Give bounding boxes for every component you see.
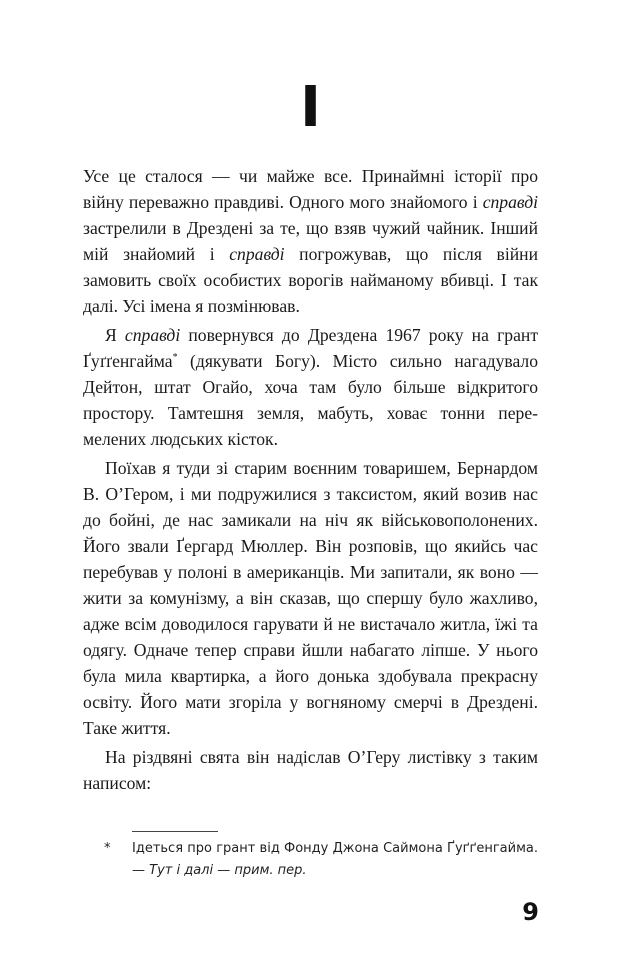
p2-emphasis-1: справді xyxy=(124,325,181,345)
paragraph-4: На різдвяні свята він надіслав О’Геру листівку з таким написом: xyxy=(83,747,538,793)
p2-text-2: повернувся до Дрездена 1967 року на грант Ґуґґенгайма xyxy=(83,325,539,371)
paragraph-3: Поїхав я туди зі старим воєнним товаришем, Бернардом В. О’Гером, і ми подружилися з таксистом, який возив нас до бойні, де нас замикали на ніч як військовополонених. Його звали Ґергард Мюллер. Він розповів, що якийсь час перебував у полоні в американців. Ми запитали, як воно — жити за комунізму, а він сказав, що спершу було жахливо, адже всім доводилося гарувати й не вистачало житла, їжі та одягу. Одначе тепер справи йшли набагато ліпше. У нього була мила квартирка, а його донька здобувала прекрасну освіту. Його мати згоріла у вогняному смерчі в Дрездені. Таке життя. xyxy=(83,458,538,738)
body-text xyxy=(83,163,538,796)
footnote-italic-1: Тут і далі xyxy=(149,863,214,878)
p2-text-1: Я xyxy=(105,325,125,345)
footnote-divider xyxy=(132,831,218,832)
footnote-italic-2: прим. пер. xyxy=(234,863,307,878)
p2-text-3: (дякувати Богу). Місто сильно нагадувало Дейтон, штат Огайо, хоча там було більше відкритого простору. Тамтешня земля, мабуть, ховає тонни перемелених людських кісток. xyxy=(83,351,538,449)
p1-text-1: Усе це сталося — чи майже все. Принаймні історії про війну переважно правдиві. Одного мого знайомого і xyxy=(83,166,538,212)
page-number: 9 xyxy=(522,898,539,926)
chapter-number: I xyxy=(300,75,321,140)
p1-text-3: погрожував, що після війни замовить своїх особистих ворогів найманому вбивці. І так далі. Усі імена я позмінював. xyxy=(83,244,538,316)
paragraph-2 xyxy=(83,322,538,452)
paragraph-1 xyxy=(83,163,538,319)
footnote-body xyxy=(132,838,538,882)
footnote-text: Ідеться про грант від Фонду Джона Саймона Ґуґґенгайма. — xyxy=(132,841,538,878)
footnote-reference[interactable]: * xyxy=(172,352,178,364)
p1-emphasis-1: справді xyxy=(482,192,538,212)
p1-text-2: застрелили в Дрездені за те, що взяв чужий чайник. Інший мій знайомий і xyxy=(83,218,538,264)
p1-emphasis-2: справді xyxy=(229,244,285,264)
footnote-mark: * xyxy=(104,841,111,856)
footnote-dash: — xyxy=(213,863,235,878)
footnote xyxy=(104,838,538,882)
